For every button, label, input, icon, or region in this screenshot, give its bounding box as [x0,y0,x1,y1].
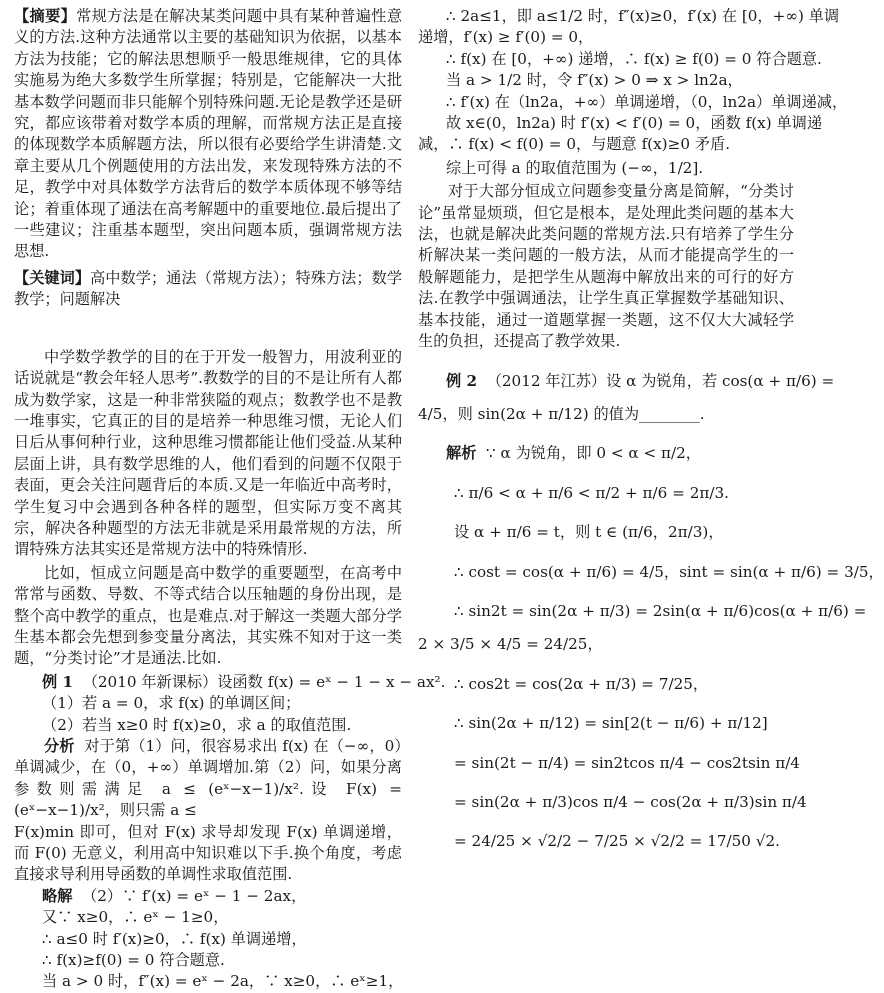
solution-line: 递增，f′(x) ≥ f′(0) = 0， [418,28,594,47]
solution-2-line: ∴ sin2t = sin(2α + π/3) = 2sin(α + π/6)cos(α + π/6) = [454,601,867,620]
solution-2-line: ∴ sin(2α + π/12) = sin[2(t − π/6) + π/12] [454,714,768,733]
keywords-label: 【关键词】 [14,268,91,287]
solution-line: ∴ f(x) 在 [0，+∞) 递增，∴ f(x) ≥ f(0) = 0 符合题意. [446,49,822,68]
example-2-label: 例 2 [446,371,478,390]
solution-2-line: 设 α + π/6 = t，则 t ∈ (π/6，2π/3)， [454,523,724,542]
left-column [14,6,446,993]
solution-2-line: = sin(2t − π/4) = sin2tcos π/4 − cos2tsin π/4 [454,753,800,772]
solution-line: ∴ 2a≤1，即 a≤1/2 时，f″(x)≥0，f′(x) 在 [0，+∞) 单调 [446,7,840,25]
keywords [14,268,402,311]
solution-line: 当 a > 0 时，f″(x) = eˣ − 2a，∵ x≥0，∴ eˣ≥1， [42,972,404,991]
solution-line: 故 x∈(0，ln2a) 时 f′(x) < f′(0) = 0，函数 f(x) 单调递 [446,114,823,133]
solution-2-line: 2 × 3/5 × 4/5 = 24/25， [418,635,603,654]
solution-2-line: ∴ cost = cos(α + π/6) = 4/5，sint = sin(α + π/6) = 3/5， [454,562,884,581]
solution-label: 略解 [42,886,73,905]
abstract [14,6,402,263]
solution-2-line: ∴ cos2t = cos(2α + π/3) = 7/25， [454,674,709,693]
solution-line: 当 a > 1/2 时，令 f″(x) > 0 ⇒ x > ln2a， [446,71,743,90]
analysis-label: 分析 [44,737,75,755]
solution-2-text: ∵ α 为锐角，即 0 < α < π/2， [486,444,701,463]
solution-2-line: = 24/25 × √2/2 − 7/25 × √2/2 = 17/50 √2. [454,832,780,851]
example-2-statement-cont: 4/5，则 sin(2α + π/12) 的值为________. [418,404,705,423]
solution-line: 减，∴ f(x) < f(0) = 0，与题意 f(x)≥0 矛盾. [418,135,731,154]
solution-2-line [418,443,794,464]
solution-line [14,886,402,907]
solution-text: （2）∵ f′(x) = eˣ − 1 − 2ax， [82,886,307,905]
example-2-text: （2012 年江苏）设 α 为锐角，若 cos(α + π/6) = [486,371,835,390]
example-2-statement [418,371,835,392]
right-column [418,6,884,853]
solution-2-line: = sin(2α + π/3)cos π/4 − cos(2α + π/3)sin π/4 [454,792,807,811]
solution-line: 又∵ x≥0，∴ eˣ − 1≥0， [42,908,229,927]
abstract-text: 常规方法是在解决某类问题中具有某种普遍性意义的方法.这种方法通常以主要的基础知识为依据，以基本方法为技能；它的解法思想顺乎一般思维规律，它的具体实施易为绝大多数学生所掌握；特别是，它能解决一大批基本数学问题而非只能解个别特殊问题.无论是教学还是研究，都应该带着对数学本质的理解，而常规方法正是直接的体现数学本质解题方法，所以很有必要给学生讲清楚.文章主要从几个例题使用的方法出发，来发现特殊方法的不足，教学中对具体数学方法背后的数学本质体现不够等结论；着重体现了通法在高考解题中的重要地位.最后提出了一些建议；注重基本题型，突出问题本质，强调常规方法思想. [14,7,403,261]
example-1-statement [14,672,446,693]
solution-line: ∴ a≤0 时 f′(x)≥0，∴ f(x) 单调递增， [42,929,307,948]
example-1-text: （2010 年新课标）设函数 f(x) = eˣ − 1 − x − ax². [82,672,446,691]
solution-2-label: 解析 [446,444,477,463]
analysis-paragraph-cont: F(x)min 即可，但对 F(x) 求导却发现 F(x) 单调递增，而 F(0) 无意义，利用高中知识难以下手.换个角度，考虑直接求导利用导函数的单调性求取值范围. [14,822,402,884]
solution-line: ∴ f(x)≥f(0) = 0 符合题意. [42,951,225,970]
intro-paragraph: 中学数学教学的目的在于开发一般智力，用波利亚的话说就是“教会年轻人思考”.教数学的目的不是让所有人都成为数学家，这是一种非常狭隘的观点；数教学也不是教一堆事实，它真正的目的是培养一种思维习惯，无论人们日后从事何种行业，这种思维习惯都能让他们受益.从某种层面上讲，具有数学思维的人，他们看到的问题不仅限于表面，更会关注问题背后的本质.又是一年临近中高考时，学生复习中会遇到各种各样的题型，但实际万变不离其宗，解决各种题型的方法无非就是采用最常规的方法，所谓特殊方法其实还是常规方法中的特殊情形. [14,347,402,559]
example-1-label: 例 1 [42,672,74,691]
analysis-paragraph [14,736,402,822]
solution-line: ∴ f′(x) 在（ln2a，+∞）单调递增，（0，ln2a）单调递减， [446,92,848,111]
abstract-label: 【摘要】 [14,7,77,25]
example-1-question-1: （1）若 a = 0，求 f(x) 的单调区间； [42,694,301,713]
solution-2-line: ∴ π/6 < α + π/6 < π/2 + π/6 = 2π/3. [454,483,729,502]
conclusion-line: 综上可得 a 的取值范围为 (−∞，1/2]. [446,158,704,177]
body-paragraph: 比如，恒成立问题是高中数学的重要题型，在高考中常常与函数、导数、不等式结合以压轴题的身份出现，是整个高中教学的重点，也是难点.对于解这一类题大部分学生基本都会先想到参变量分离法，其实殊不知对于这一类题，“分类讨论”才是通法.比如. [14,563,402,668]
analysis-text-1: 对于第（1）问，很容易求出 f(x) 在（−∞，0）单调减少，在（0，+∞）单调增加.第（2）问，如果分离参数则需满足 a ≤ (eˣ−x−1)/x².设 F(x) = (eˣ−x−1)/x²，则只需 a ≤ [14,737,403,820]
discussion-paragraph: 对于大部分恒成立问题参变量分离是简解，“分类讨论”虽常显烦琐，但它是根本，是处理此类问题的基本大法，也就是解决此类问题的常规方法.只有培养了学生分析解决某一类问题的一般方法，从而才能提高学生的一般解题能力，是把学生从题海中解放出来的可行的好方法.在教学中强调通法，让学生真正掌握数学基础知识、基本技能，通过一道题掌握一类题，这不仅大大减轻学生的负担，还提高了教学效果. [418,182,794,351]
keywords-text: 高中数学；通法（常规方法）；特殊方法；数学教学；问题解决 [14,268,403,309]
example-1-question-2: （2）若当 x≥0 时 f(x)≥0，求 a 的取值范围. [42,715,352,734]
